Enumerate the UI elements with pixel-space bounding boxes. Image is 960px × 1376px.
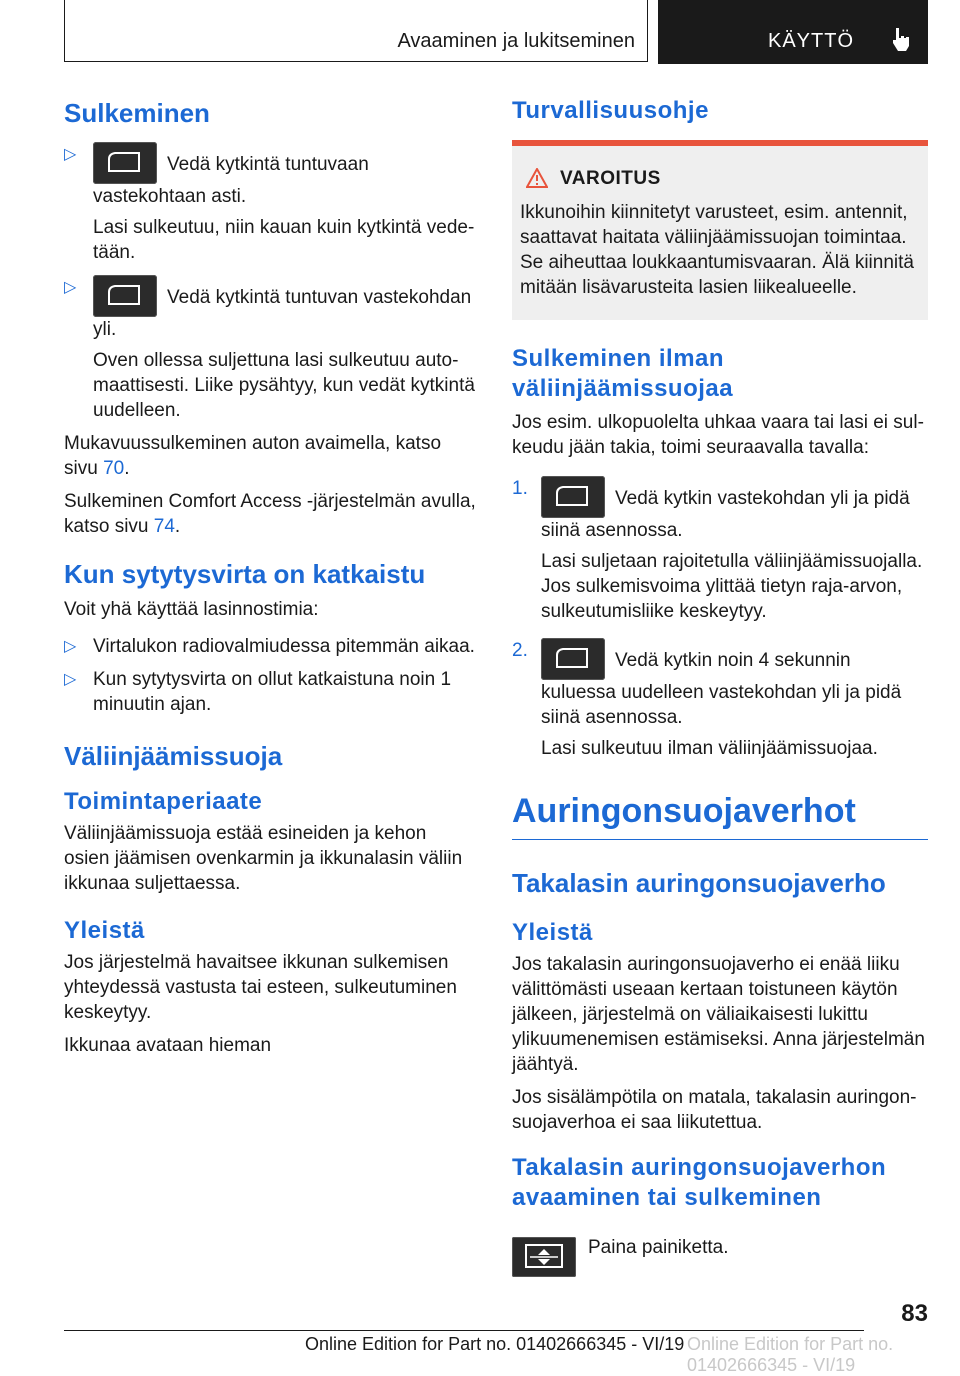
page-header <box>64 0 928 64</box>
heading-open-close: Takalasin auringonsuojaverhon avaaminen tai sulkeminen <box>512 1154 887 1211</box>
heading-sulkeminen: Sulkeminen <box>64 98 210 128</box>
step-text: Vedä kytkin noin 4 sekunnin kuluessa uudelleen vastekohdan yli ja pidä siinä asennossa. <box>541 650 902 728</box>
bullet-icon: ▷ <box>64 146 77 163</box>
page-link-74[interactable]: 74 <box>153 516 175 537</box>
left-column <box>64 96 476 1066</box>
heading-toimintaperiaate: Toimintaperiaate <box>64 788 263 815</box>
list-item <box>64 142 476 265</box>
item-text: Vedä kytkintä tuntuvan vastekohdan yli. <box>93 287 472 340</box>
item-text: Vedä kytkintä tuntuvaan vastekohtaan asti. <box>93 154 369 207</box>
sunshade-general-2: Jos sisälämpötila on matala, takalasin auringonsuojaverhoa ei saa liikutettua. <box>512 1087 917 1133</box>
bullet-icon: ▷ <box>64 279 77 296</box>
katkaistu-intro: Voit yhä käyttää lasinnostimia: <box>64 599 319 620</box>
general-text: Jos järjestelmä havaitsee ikkunan sulkemisen yhteydessä vastusta tai esteen, sulkeutuminen keskeytyy. <box>64 952 457 1023</box>
right-column <box>512 96 928 1269</box>
list-item <box>512 638 928 761</box>
pointing-hand-icon <box>890 26 912 52</box>
heading-yleista-right: Yleistä <box>512 919 593 946</box>
edition-text: Online Edition for Part no. 01402666345 - VI/19 <box>305 1334 685 1354</box>
heading-auringonsuojaverhot: Auringonsuojaverhot <box>512 789 928 840</box>
heading-katkaistu: Kun sytytysvirta on katkaistu <box>64 559 426 589</box>
list-item: ▷ Kun sytytysvirta on ollut katkaistuna noin 1 minuutin ajan. <box>64 669 452 715</box>
push-button-row <box>512 1225 928 1269</box>
watermark-text: Online Edition for Part no. 01402666345 - VI/19 <box>687 1334 894 1375</box>
heading-valiinjaamissuoja: Väliinjäämissuoja <box>64 741 283 771</box>
list-item <box>64 275 476 423</box>
page-number: 83 <box>901 1300 928 1327</box>
section-tab <box>64 0 648 62</box>
heading-turvallisuusohje: Turvallisuusohje <box>512 97 709 124</box>
step-note: Lasi sulkeutuu ilman väliinjäämissuojaa. <box>541 738 878 759</box>
step-number: 1. <box>512 478 528 499</box>
warning-triangle-icon <box>526 168 548 188</box>
sunshade-button-icon <box>512 1237 576 1277</box>
window-switch-icon <box>93 275 157 317</box>
footer-divider <box>64 1330 864 1331</box>
chapter-tab <box>658 0 928 64</box>
sunshade-general-1: Jos takalasin auringonsuojaverho ei enää liiku välittömästi useaan kertaan toistuneen käytön jälkeen, järjestelmä on väliaikaisesti lukittu ylikuumenemisen estämiseksi. Anna järjestelmän jäähtyä. <box>512 954 925 1075</box>
step-text: Vedä kytkin vastekohdan yli ja pidä siinä asennossa. <box>541 488 910 541</box>
comfort-key-paragraph: Mukavuussulkeminen auton avaimella, katso sivu 70. <box>64 433 442 479</box>
list-item: ▷ Virtalukon radiovalmiudessa pitemmän aikaa. <box>64 636 475 657</box>
heading-takalasin: Takalasin auringonsuojaverho <box>512 868 886 898</box>
window-switch-icon <box>541 476 605 518</box>
bullet-icon: ▷ <box>64 638 77 655</box>
heading-without-protection: Sulkeminen ilman väliinjäämissuojaa <box>512 345 734 402</box>
bullet-icon: ▷ <box>64 671 77 688</box>
warning-box <box>512 140 928 320</box>
chapter-title: KÄYTTÖ <box>768 30 855 52</box>
window-switch-icon <box>93 142 157 184</box>
section-title: Avaaminen ja lukitseminen <box>397 30 635 52</box>
item-note: Lasi sulkeutuu, niin kauan kuin kytkintä vedetään. <box>93 217 475 263</box>
list-item <box>512 476 928 624</box>
heading-yleista-left: Yleistä <box>64 917 145 944</box>
general-text-2: Ikkunaa avataan hieman <box>64 1035 272 1056</box>
principle-text: Väliinjäämissuoja estää esineiden ja kehon osien jäämisen ovenkarmin ja ikkunalasin väliin ikkunaa suljettaessa. <box>64 823 463 894</box>
warning-label: VAROITUS <box>560 168 661 189</box>
page-link-70[interactable]: 70 <box>103 458 125 479</box>
comfort-access-paragraph: Sulkeminen Comfort Access -järjestelmän avulla, katso sivu 74. <box>64 491 476 537</box>
push-button-text: Paina painiketta. <box>588 1237 729 1258</box>
step-number: 2. <box>512 640 528 661</box>
warning-text: Ikkunoihin kiinnitetyt varusteet, esim. antennit, saattavat haitata väliinjäämissuojan toimintaa. Se aiheuttaa loukkaantumisvaaran. Älä kiinnitä mitään lisävarusteita lasien liikealueelle. <box>520 202 914 298</box>
window-switch-icon <box>541 638 605 680</box>
item-note: Oven ollessa suljettuna lasi sulkeutuu automaattisesti. Liike pysähtyy, kun vedät kytkintä uudelleen. <box>93 350 475 421</box>
step-note: Lasi suljetaan rajoitetulla väliinjäämissuojalla. Jos sulkemisvoima ylittää tietyn raja-arvon, sulkeutumisliike keskeytyy. <box>541 551 923 622</box>
without-protection-intro: Jos esim. ulkopuolelta uhkaa vaara tai lasi ei sulkeudu jään takia, toimi seuraavalla tavalla: <box>512 412 924 458</box>
